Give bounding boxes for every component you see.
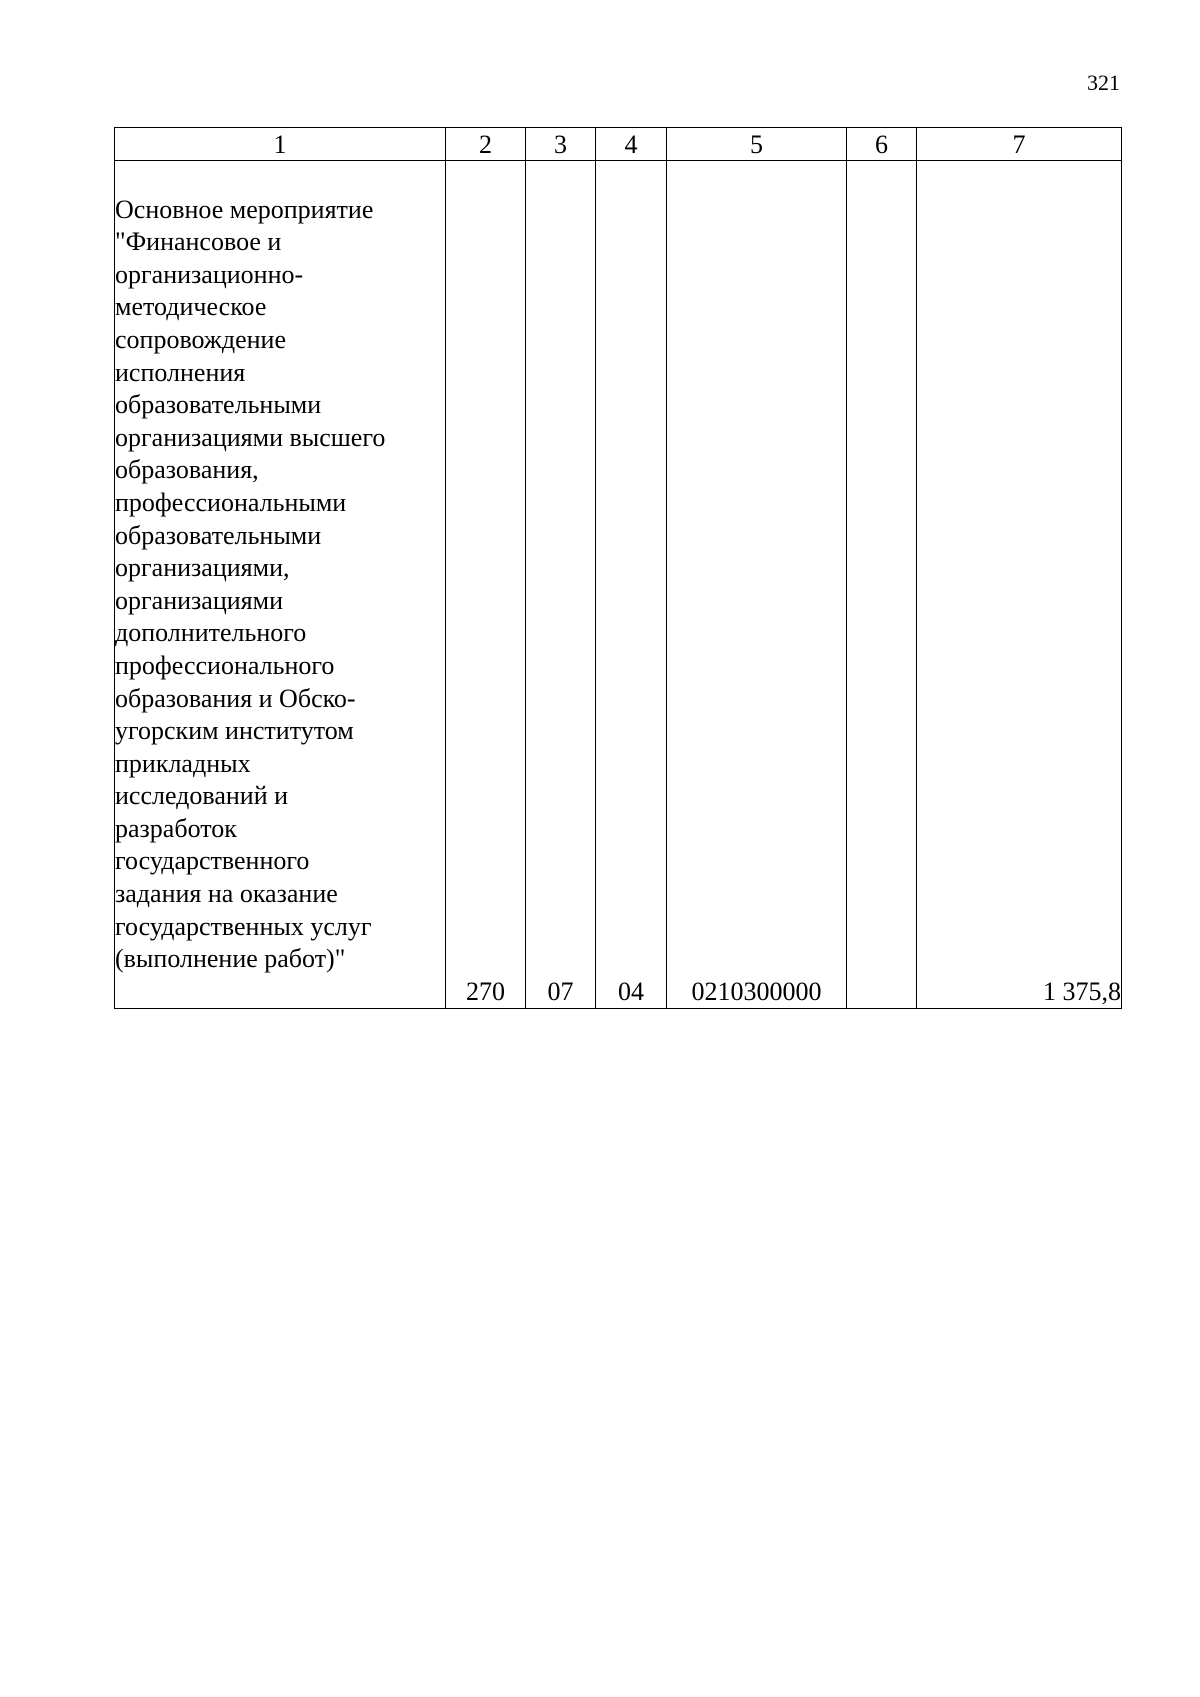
row-name-line: исследований и (115, 781, 289, 811)
row-name-line: разработок (115, 813, 237, 843)
row-name-line: задания на оказание (115, 879, 338, 909)
row-name-line: "Финансовое и (115, 227, 282, 257)
budget-table (114, 127, 1122, 1009)
row-name-line: методическое (115, 292, 267, 322)
row-name-line: образования, (115, 455, 259, 485)
col6-cell (847, 161, 917, 1009)
row-name-line: профессионального (115, 650, 335, 680)
row-name-line: организациями (115, 585, 283, 615)
header-row (115, 128, 1122, 161)
row-name-text (115, 194, 445, 976)
row-name-cell (115, 161, 446, 1009)
col7-cell: 1 375,8 (917, 161, 1122, 1009)
col2-cell: 270 (446, 161, 526, 1009)
row-name-line: сопровождение (115, 324, 287, 354)
column-header-3: 3 (526, 128, 596, 161)
col3-cell: 07 (526, 161, 596, 1009)
table-row (115, 161, 1122, 1009)
row-name-line: (выполнение работ)" (115, 944, 346, 974)
column-header-4: 4 (596, 128, 667, 161)
row-name-line: профессиональными (115, 487, 347, 517)
column-header-7: 7 (917, 128, 1122, 161)
row-name-line: исполнения (115, 357, 246, 387)
row-name-line: образовательными (115, 520, 322, 550)
row-name-line: организациями высшего (115, 422, 386, 452)
column-header-1: 1 (115, 128, 446, 161)
column-header-6: 6 (847, 128, 917, 161)
row-name-line: прикладных (115, 748, 251, 778)
row-name-line: Основное мероприятие (115, 194, 374, 224)
row-name-line: организациями, (115, 553, 290, 583)
column-header-2: 2 (446, 128, 526, 161)
column-header-5: 5 (667, 128, 847, 161)
col4-cell: 04 (596, 161, 667, 1009)
col5-cell: 0210300000 (667, 161, 847, 1009)
row-name-line: угорским институтом (115, 716, 354, 746)
row-name-line: государственных услуг (115, 911, 372, 941)
row-name-line: организационно- (115, 259, 304, 289)
row-name-line: образования и Обско- (115, 683, 356, 713)
row-name-line: дополнительного (115, 618, 307, 648)
row-name-line: государственного (115, 846, 310, 876)
row-name-line: образовательными (115, 390, 322, 420)
page-number: 321 (1087, 70, 1120, 95)
